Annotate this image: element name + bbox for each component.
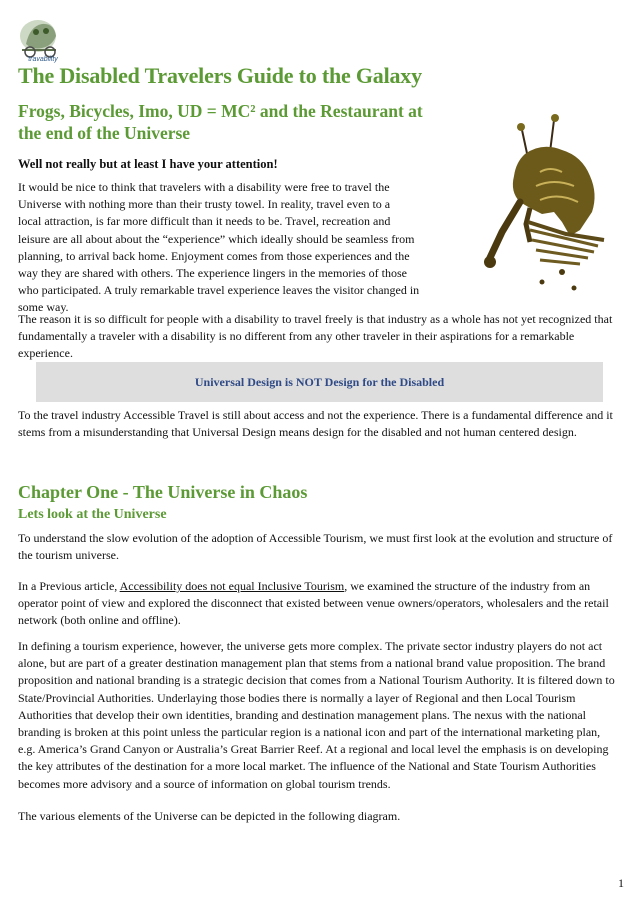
logo-text: travability <box>28 56 58 63</box>
paragraph-evolution: To understand the slow evolution of the adoption of Accessible Tourism, we must first look at the evolution and structure of the tourism universe. <box>18 531 613 563</box>
intro-line: local attraction, is far more difficult than it needs to be. Travel, recreation and <box>18 214 391 229</box>
intro-paragraph <box>18 179 463 317</box>
text-fragment: , we examined the structure of the industry from an operator point of view and explored the disconnect that existed between venue owners/operators, wholesalers and the retail network (both online and offline). <box>18 579 609 628</box>
paragraph-diagram-intro: The various elements of the Universe can be depicted in the following diagram. <box>18 809 401 823</box>
paragraph-previous-article <box>18 578 620 630</box>
alien-bicycle-illustration <box>470 112 618 302</box>
callout-text: Universal Design is NOT Design for the Disabled <box>194 374 445 389</box>
paragraph-tourism-experience: In defining a tourism experience, however, the universe gets more complex. The private sector industry players do not act alone, but are part of a greater destination management plan that stems from a national brand value proposition. The brand proposition and national branding is a strategic decision that comes from a National Tourism Authority. It is filtered down to State/Provincial Authorities. Underlaying those bodies there is normally a layer of Regional and then Local Tourism Authorities that develop their own identities, branding and destination management plans. The nexus with the national branding is broken at this point unless the particular region is a national icon and part of the international marketing plan, e.g. America’s Grand Canyon or Australia’s Great Barrier Reef. At a regional and local level the emphasis is on developing the key attributes of the destination for a more local market. The influence of the National and State Tourism Authorities becomes more advisory and a source of information on global tourism trends. <box>18 639 615 791</box>
previous-article-link[interactable]: Accessibility does not equal Inclusive Tourism <box>119 579 345 593</box>
paragraph-reason: The reason it is so difficult for people with a disability to travel freely is that industry as a whole has not yet recognized that fundamentally a traveler with a disability is no different from any other traveler in their aspirations for a remarkable experience. <box>18 312 613 361</box>
intro-line: planning, to arrival back home. Enjoyment comes from those experiences and the <box>18 248 410 263</box>
intro-line: some way. <box>18 300 69 315</box>
chapter-heading: Chapter One - The Universe in Chaos <box>18 482 308 502</box>
document-subtitle: Frogs, Bicycles, Imo, UD = MC² and the Restaurant at the end of the Universe <box>18 101 423 143</box>
section-heading: Lets look at the Universe <box>18 507 167 522</box>
page-number: 1 <box>618 876 624 890</box>
travability-logo <box>16 14 70 64</box>
text-fragment: In a Previous article, <box>18 579 120 593</box>
intro-line: Universe with nothing more than their trusty towel. In reality, travel even to a <box>18 197 391 212</box>
lead-sentence: Well not really but at least I have your attention! <box>18 157 278 171</box>
intro-line: leisure are all about about the “experience” which ideally should be seamless from <box>18 231 415 246</box>
callout-box <box>36 362 603 402</box>
intro-line: It would be nice to think that travelers with a disability were free to travel the <box>18 180 390 194</box>
document-title: The Disabled Travelers Guide to the Galaxy <box>18 63 422 88</box>
paragraph-accessible-travel: To the travel industry Accessible Travel is still about access and not the experience. There is a fundamental difference and it stems from a misunderstanding that Universal Design means design for the disabled and not human centered design. <box>18 408 613 440</box>
intro-line: way they are shared with others. The experience lingers in the memories of those <box>18 266 407 281</box>
intro-line: who participated. A truly remarkable travel experience leaves the visitor changed in <box>18 283 420 298</box>
